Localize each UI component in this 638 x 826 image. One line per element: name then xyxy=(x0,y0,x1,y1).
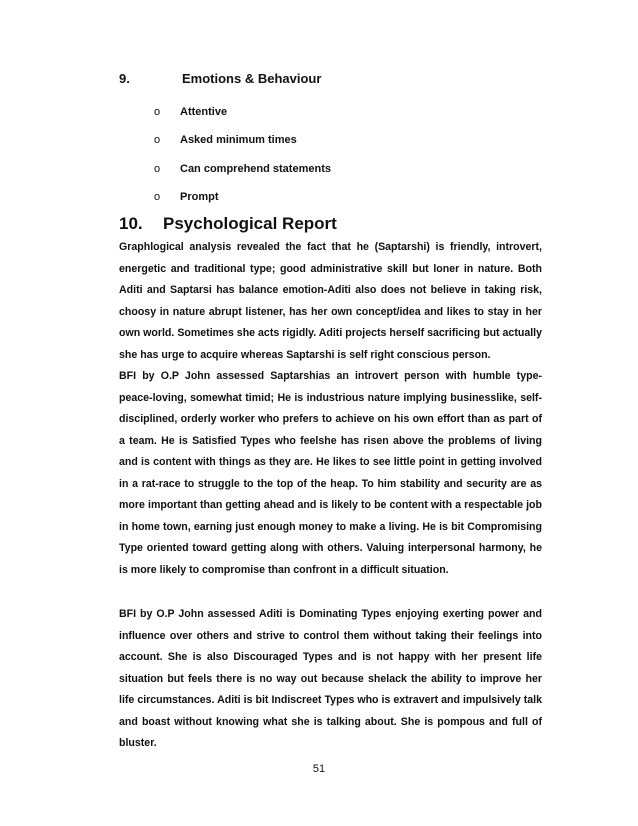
list-item-text: Attentive xyxy=(180,106,228,118)
list-item-text: Asked minimum times xyxy=(180,134,297,147)
section-9-heading xyxy=(119,71,321,86)
list-item-text: Can comprehend statements xyxy=(180,162,331,175)
list-item-text: Prompt xyxy=(180,190,219,203)
section-10-number: 10. xyxy=(119,214,143,233)
section-10-title: Psychological Report xyxy=(163,214,337,233)
section-9-title: Emotions & Behaviour xyxy=(182,71,322,86)
emotions-behaviour-list xyxy=(154,104,331,217)
paragraph-bfi-saptarshi: BFI by O.P John assessed Saptarshias an introvert person with humble type- peace-loving, somewhat timid; He is industrious nature implying businesslike, self-disciplined, orderly worker who prefers to achieve on his own effort than as part of a team. He is Satisfied Types who feelshe has risen above the problems of living and is content with things as they are. He likes to see little point in getting involved in a rat-race to struggle to the top of the heap. To him stability and security are as more important than getting ahead and is likely to be content with a respectable job in home town, earning just enough money to make a living. He is bit Compromising Type oriented toward getting along with others. Valuing interpersonal harmony, he is more likely to compromise than confront in a difficult situation. xyxy=(119,370,542,576)
list-item xyxy=(154,189,331,217)
paragraph-graphological-analysis: Graphlogical analysis revealed the fact that he (Saptarshi) is friendly, introvert, energetic and traditional type; good administrative skill but loner in nature. Both Aditi and Saptarsi has balance emotion-Aditi also does not believe in taking risk, choosy in nature abrupt listener, has her own concept/idea and likes to stay in her own world. Sometimes she acts rigidly. Aditi projects herself sacrificing but actually she has urge to acquire whereas Saptarshi is self right conscious person. xyxy=(119,241,542,361)
list-item xyxy=(154,132,331,160)
section-9-number: 9. xyxy=(119,71,130,86)
bullet-circle-icon: o xyxy=(154,134,161,147)
list-item xyxy=(154,104,331,132)
paragraph-bfi-aditi: BFI by O.P John assessed Aditi is Dominating Types enjoying exerting power and influence over others and strive to control them without taking their feelings into account. She is also Discouraged Types and is not happy with her present life situation but feels there is no way out because shelack the ability to improve her life circumstances. Aditi is bit Indiscreet Types who is extravert and impulsively talk and boast without knowing what she is talking about. She is pompous and full of bluster. xyxy=(119,608,542,749)
bullet-circle-icon: o xyxy=(154,106,161,118)
list-item xyxy=(154,161,331,189)
bullet-circle-icon: o xyxy=(154,162,161,175)
section-10-heading xyxy=(119,214,337,234)
page-number: 51 xyxy=(312,763,326,775)
bullet-circle-icon: o xyxy=(154,190,161,203)
